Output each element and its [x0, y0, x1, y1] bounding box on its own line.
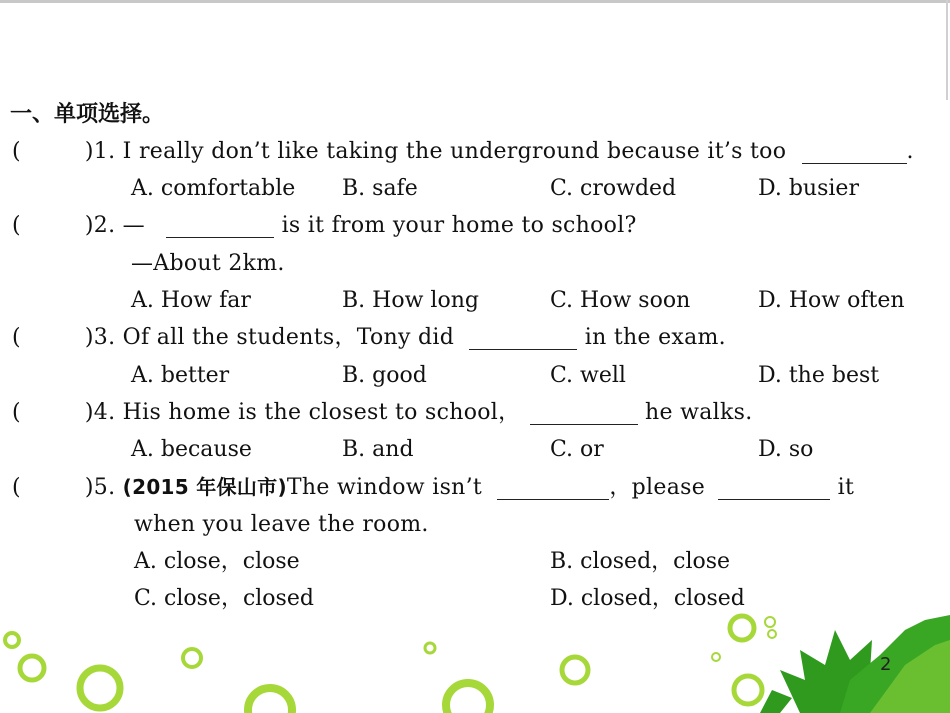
question-stem: The window isn’t: [286, 475, 483, 500]
question-stem: Of all the students，Tony did: [122, 325, 455, 350]
question-number: 5.: [93, 475, 116, 500]
ring-icon: [712, 653, 720, 661]
option-b[interactable]: B. closed，close: [550, 549, 731, 574]
option-c[interactable]: C. How soon: [550, 288, 691, 313]
option-c[interactable]: C. close，closed: [134, 586, 314, 611]
question-1: [12, 137, 914, 167]
question-number: 2.: [93, 213, 116, 238]
question-stem-end: it: [837, 475, 855, 500]
ring-icon: [734, 676, 762, 704]
answer-blank[interactable]: [166, 215, 274, 238]
answer-blank[interactable]: [530, 402, 638, 425]
question-4: [12, 398, 753, 428]
ring-icon: [765, 617, 775, 627]
option-a[interactable]: A. because: [131, 437, 252, 462]
answer-paren-open: (: [12, 325, 21, 350]
option-d[interactable]: D. the best: [758, 363, 880, 388]
option-d[interactable]: D. closed，closed: [550, 586, 745, 611]
answer-paren-close: ): [84, 213, 94, 238]
question-stem: I really don’t like taking the underground because it’s too: [122, 139, 787, 164]
question-stem-end: in the exam.: [584, 325, 726, 350]
option-d[interactable]: D. so: [758, 437, 814, 462]
question-number: 4.: [93, 400, 116, 425]
answer-paren-open: (: [12, 475, 21, 500]
ring-icon: [20, 656, 44, 680]
answer-blank-1[interactable]: [497, 477, 609, 500]
answer-paren-open: (: [12, 400, 21, 425]
option-a[interactable]: A. better: [131, 363, 230, 388]
ring-icon: [5, 633, 19, 647]
ring-icon: [248, 688, 292, 713]
question-stem-middle: ，please: [609, 475, 706, 500]
ring-icon: [446, 683, 490, 713]
question-2-reply: —About 2km.: [131, 251, 285, 276]
option-d[interactable]: D. How often: [758, 288, 905, 313]
option-b[interactable]: B. How long: [342, 288, 479, 313]
option-c[interactable]: C. crowded: [550, 176, 677, 201]
question-stem: —: [122, 213, 145, 238]
ring-icon: [80, 668, 120, 708]
answer-blank-2[interactable]: [718, 477, 830, 500]
answer-paren-close: ): [84, 139, 94, 164]
option-b[interactable]: B. good: [342, 363, 427, 388]
answer-paren-close: ): [84, 325, 94, 350]
option-d[interactable]: D. busier: [758, 176, 859, 201]
question-number: 3.: [93, 325, 116, 350]
page-number: 2: [880, 654, 892, 675]
question-stem-end: is it from your home to school?: [281, 213, 637, 238]
question-source: (2015 年保山市): [122, 475, 287, 499]
question-number: 1.: [93, 139, 116, 164]
answer-paren-close: ): [84, 400, 94, 425]
ring-icon: [183, 649, 201, 667]
ring-icon: [730, 616, 754, 640]
option-c[interactable]: C. or: [550, 437, 604, 462]
answer-paren-open: (: [12, 213, 21, 238]
section-title: 一、单项选择。: [10, 102, 165, 127]
option-b[interactable]: B. and: [342, 437, 414, 462]
option-a[interactable]: A. close，close: [134, 549, 300, 574]
question-stem-end: he walks.: [645, 400, 753, 425]
ring-icon: [768, 630, 776, 638]
question-stem: His home is the closest to school，: [122, 400, 521, 425]
question-2: [12, 211, 637, 241]
ring-icon: [425, 643, 435, 653]
answer-blank[interactable]: [802, 141, 907, 164]
answer-blank[interactable]: [469, 327, 577, 350]
right-border: [946, 0, 948, 100]
question-stem-end: .: [906, 139, 914, 164]
option-a[interactable]: A. How far: [131, 288, 251, 313]
option-b[interactable]: B. safe: [342, 176, 418, 201]
leaf-icon: [760, 690, 792, 713]
question-3: [12, 323, 726, 353]
decorative-bottom-band: [0, 610, 950, 713]
option-a[interactable]: A. comfortable: [131, 176, 296, 201]
answer-paren-close: ): [84, 475, 94, 500]
question-5: [12, 472, 854, 503]
top-border: [0, 0, 950, 3]
option-c[interactable]: C. well: [550, 363, 626, 388]
ring-icon: [562, 657, 588, 683]
answer-paren-open: (: [12, 139, 21, 164]
question-5-continuation: when you leave the room.: [134, 512, 429, 537]
